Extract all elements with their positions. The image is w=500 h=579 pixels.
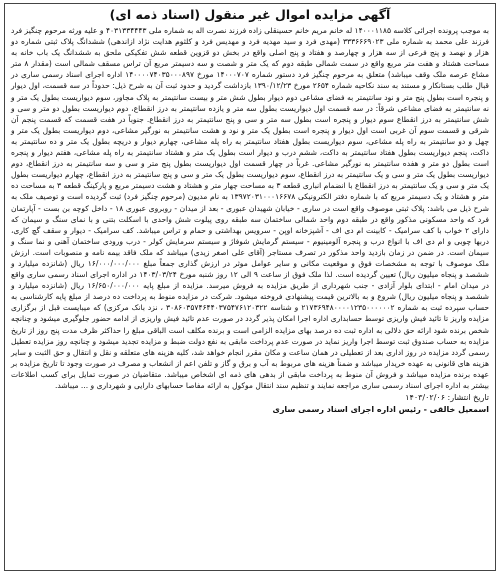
notice-body: به موجب پرونده اجرائی کلاسه ۱۴۰۰۰۱۱۸۵ له خانم مریم خانم حسینقلی زاده فرزند نصرت اله به شماره ملی ۴۰۳۱۳۳۴۴۴۳ و علیه ورثه مرحوم چنگیز فرد فرزند علی محمد به شماره ملی ۳۳۳۶۶۶۹۰۲۳ (مهدی فرد و سید مهدیه فرد و مهدیس فرد و کلثوم هدایت نژاد ازاندهی) ششدانگ پلاک ثبتی شماره دو هزار و نهصد و پنج فرعی از سه هزار و چهارصد و هفتاد و پنج اصلی واقع در بخش دو قزوین قطعه شش تفکیکی ملحق به ششدانگ یک باب خانه به مساحت هشتاد و هفت متر مربع واقع در سمت شمالی طبقه دوم که یک متر و شصت و سه دسیمتر مربع آن تراس مسقف شمالی است (مقدار ۸ متر مشاع عرصه ملک وقف میباشد) متعلق به مرحوم چنگیز فرد دستور شماره ۱۴۰۰۰۷۰۷ مورخ ۱۴۰۰۰۰۷۴۰۳۵۰۰۰۸۹۷ اداره اجرای اسناد رسمی ساری در قبال طلب بستانکار و مستند به سند نکاحیه شماره ۲۶۵۴ مورخ ۱۳۹۰/۱۲/۲۳ بازداشت گردید و حدود ثبت آن به شرح ذیل: حدوداً در سه قسمت، اول دیوار و پنجره است بطول پنج متر و نود سانتیمتر به فضای مشاعی دوم دیوار بطول شش متر و بیست سانتیمتر به پلاک مجاور، سوم دیواریست بطول یک متر و نه سانتیمتر به فضای مشاعی شرقاً: در سه قسمت اول دیواریست بطول سه متر و یازده سانتیمتر به درز انقطاع، دوم دیواریست بطول دو متر و سی و شش سانتیمتر به درز انقطاع سوم دیوار و پنجره است بطول سه متر و سی و پنج سانتیمتر به درز انقطاع. جنوباً در هفت قسمت که قسمت پنجم آن شرقی و قسمت سوم آن غربی است اول دیوار و پنجره است بطول یک متر و نود و هشت سانتیمتر به نورگیر مشاعی، دوم دیواریست بطول یک متر و چهل و دو سانتیمتر به راه پله مشاعی، سوم دیواریست بطول هفتاد سانتیمتر به راه پله مشاعی، چهارم دیوار و دریچه بطول یک متر و ده سانتیمتر به داکت، پنجم دیواریست بطول هفتاد سانتیمتر به داکت، ششم درب و دیوار است بطول یک متر و هشتاد سانتیمتر به راه پله مشاعی، هفتم دیوار و پنجره است بطول دو متر و هفده سانتیمتر به نورگیر مشاعی. غرباً در چهار قسمت اول دیواریست بطول پنج متر و سی و سه سانتیمتر به درز انقطاع، دوم دیواریست بطول یک متر و سی و یک سانتیمتر به درز انقطاع، سوم دیواریست بطول یک متر و سی و پنج سانتیمتر به درز انقطاع، چهارم دیواریست بطول یک متر و سی و یک سانتیمتر به درز انقطاع با انضمام انباری قطعه ۳ به مساحت چهار متر و هشتاد و هشت دسیمتر مربع و پارکینگ قطعه ۳ به مساحت ده متر و هشتاد و یک دسیمتر مربع که با شماره دفتر الکترونیکی ۱۳۹۷۲۰۳۱۰۰۰۱۶۶۷۸ به نام مدیون (مرحوم چنگیز فرد) ثبت گردیده است و توصیف ملک به شرح ذیل می باشد: پلاک ثبتی موصوف واقع است در ساری - خیابان شهیدان عبوری - بعد از میدان - روبروی عبوری ۱۸ - داخل کوچه بن بست - آپارتمان فرد که واحد مسکونی مذکور واقع در طبقه دوم واحد شمالی ساختمان سه طبقه روی پیلوت شش واحدی با اسکلت بتنی و با نمای سنگ و سیمان که دارای ۲ خواب با کف سرامیک - کابینت ام دی اف - آشپزخانه اوپن - سرویس بهداشتی و حمام و تراس میباشد. کف سرامیک - دیوار و سقف گچ کاری، دربها چوبی و ام دی اف با انواع درب و پنجره آلومینیوم - سیستم گرمایش شوفاژ و سیستم سرمایش کولر - درب ورودی ساختمان آهنی و نما سنگ و سیمان است. در ضمن در زمان بازدید واحد مذکور در تصرف مستاجر (آقای علی اصغر زیدی) میباشد که ملک فاقد بیمه نامه و منصوبات است. ارزش ملک موصوف با توجه به مشخصات فوق و موقعیت مکانی و سایر عوامل موثر در ارزش گذاری جمعاً مبلغ ۱۶/۰۰۰/۰۰۰/۰۰۰ ریال (شانزده میلیارد و ششصد و پنجاه میلیون ریال) تعیین گردیده است. لذا ملک فوق از ساعت ۹ الی ۱۲ روز شنبه مورخ ۱۴۰۳/۰۳/۲۴ در اداره اجرای اسناد رسمی ساری واقع در میدان امام - ابتدای بلوار آزادی - جنب شهرداری از طریق مزایده به فروش میرسد. مزایده از مبلغ پایه ۱۶/۶۵۰/۰۰۰/۰۰۰ ریال (شانزده میلیارد و ششصد و پنجاه میلیون ریال) شروع و به بالاترین قیمت پیشنهادی فروخته میشود. شرکت در مزایده منوط به پرداخت ده درصد از مبلغ پایه کارشناسی به حساب سپرده ثبت به شماره ۲۱۷۳۶۹۴۸۰۰۰۰۱۲۳۵۰۰۰۰۰۰۲ و شناسه ۳۰۸۶۰۳۵۷۴۶۴۴۰۳۷۵۴۷۶۱۲۰۳۲۲ ، نزد بانک مرکزی) که میبایست قبل از برگزاری مزایده واریز تا تائید فیش واریزی توسط حسابداری اداره اجرا امکان پذیر گردد در صورت عدم تائید فیش واریزی از ادامه حضور جلوگیری میشود و چنانچه شخص برنده شود ارائه حق دلالی به اداره ثبت ده درصد بهای مزایده الزامی است و برنده مکلف است الباقی مبلغ را حداکثر ظرف مدت پنج روز از تاریخ مزایده به حساب صندوق ثبت توسط اجرا واریز نماید در صورت عدم پرداخت مابقی به نفع دولت ضبط و مزایده تجدید میشود و چنانچه روز مزایده تعطیل رسمی گردد مزایده در روز اداری بعد از تعطیلی در همان ساعت و مکان مقرر انجام خواهد شد، کلیه هزینه های متعلقه و نقل و انتقال و حق الثبت و سایر هزینه های قانونی به عهده خریدار میباشد و ضمناً هزینه های مربوط به آب و برق و گاز و تلفن اعم از انشعاب و مصرف در صورت وجود تا تاریخ مزایده بر عهده برنده مزایده میباشد و فروش آن منوط به پرداخت مابقی از بدهی های ذمه ای اشخاص میباشد. متقاضیان در صورت تمایل برای کسب اطلاعات بیشتر به اداره اجرای اسناد رسمی ساری مراجعه نمایند و تنظیم سند انتقال موکول به ارائه مفاصا حسابهای دارایی و شهرداری و ... میباشد. <box>11 26 490 390</box>
auction-notice <box>4 3 496 571</box>
notice-footer <box>11 392 489 415</box>
notice-title: آگهی مزایده اموال غیر منقول (اسناد ذمه ای) <box>109 7 391 22</box>
publish-date: تاریخ انتشار: ۱۴۰۳/۰۲/۰۶ <box>405 393 489 403</box>
signer: اسمعیل خالقی - رئیس اداره اجرای اسناد رسمی ساری <box>272 404 489 414</box>
